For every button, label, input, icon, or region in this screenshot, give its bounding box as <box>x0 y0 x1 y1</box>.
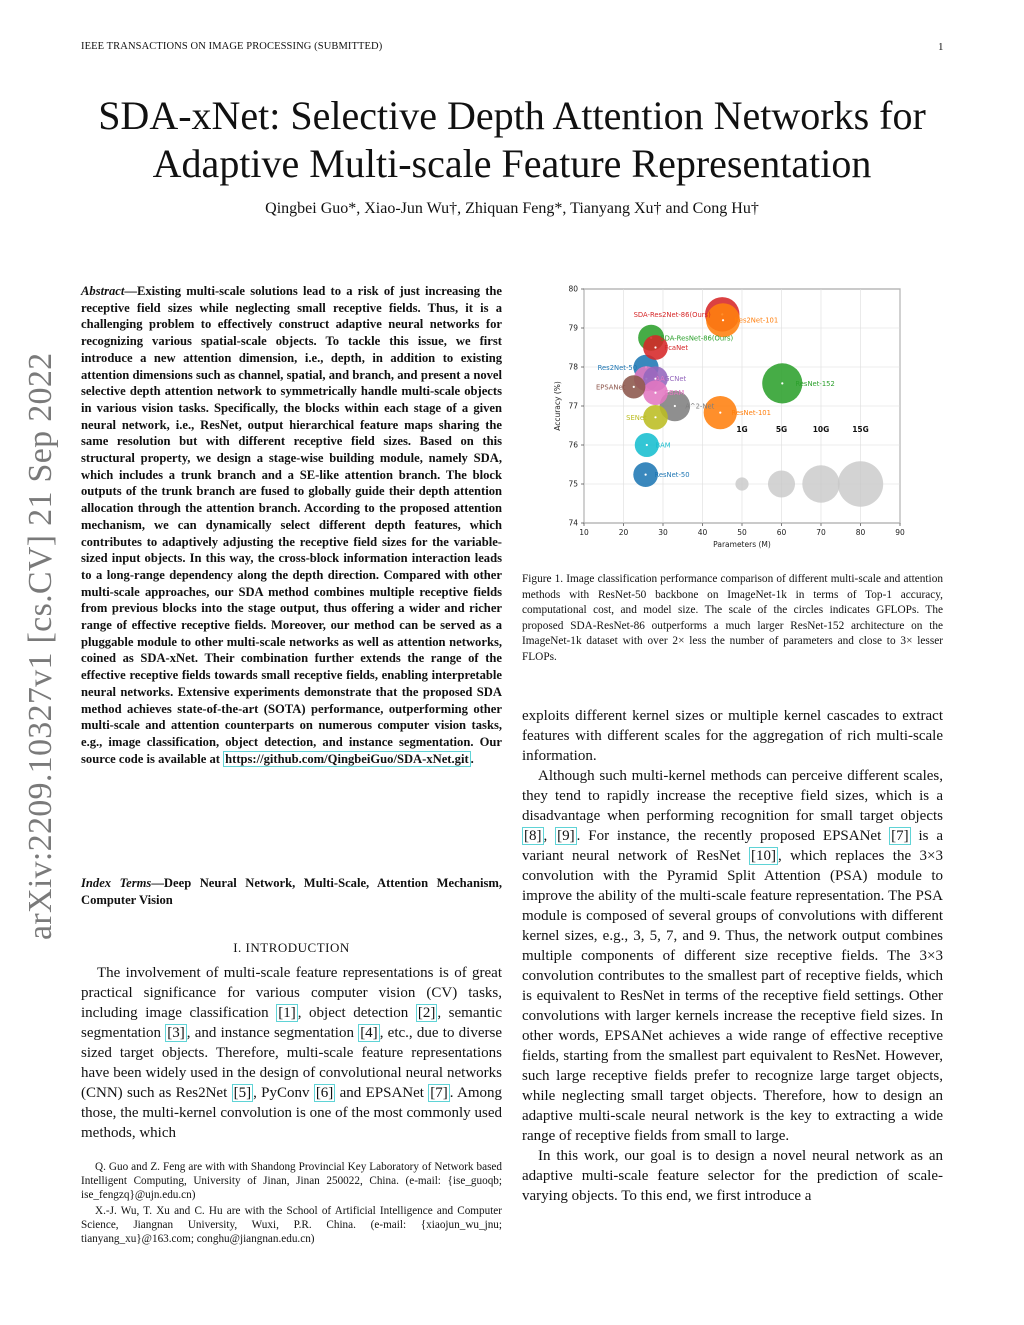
right-column-text <box>522 706 943 1206</box>
citation-link[interactable]: [10] <box>751 848 777 864</box>
index-terms-lead: Index Terms <box>81 876 152 890</box>
bubble-label: Res2Net-101 <box>734 316 779 325</box>
bubble-center <box>654 346 656 348</box>
size-legend-bubble <box>802 465 839 502</box>
bubble-label: GCNet <box>664 375 687 384</box>
paragraph-1: exploits different kernel sizes or multiple kernel cascades to extract features with different scales for the aggregation of rich multi-scale information. <box>522 708 943 764</box>
bubble-label: BAM <box>655 441 671 450</box>
x-tick-label: 60 <box>776 528 787 537</box>
citation-link[interactable]: [2] <box>417 1005 436 1021</box>
title-line-1: SDA-xNet: Selective Depth Attention Networks for <box>98 93 926 138</box>
citation-link[interactable]: [8] <box>524 828 542 844</box>
author-list: Qingbei Guo*, Xiao-Jun Wu†, Zhiquan Feng*, Tianyang Xu† and Cong Hu† <box>265 200 759 217</box>
bubble-center <box>781 382 783 384</box>
size-legend-bubble <box>735 477 748 490</box>
footnote-affiliation-1: Q. Guo and Z. Feng are with with Shandong Provincial Key Laboratory of Network based Intelligent Computing, University of Jinan, Jinan 250022, China. (e-mail: {ise_guoqb; ise_fengzq}@ujn.edu.cn) <box>81 1161 502 1201</box>
size-legend-bubble <box>768 470 795 497</box>
paragraph-2: Although such multi-kernel methods can perceive different scales, they tend to rapidly increase the receptive field sizes, which is a disadvantage when performing recognition for small target objects [8] , [9] . For instance, the recently proposed EPSANet [7] is a variant neural network of ResNet [10] , which replaces the 3×3 convolution with the Pyramid Split Attention (PSA) module to improve the ability of the multi-scale feature representation. The PSA module is composed of several groups of convolutions with different kernel sizes, e.g., 3, 5, 7, and 9. Thus, the network output combines multiple components of different size receptive fields. The 3×3 convolution contributes to the smallest part of receptive fields, which is equivalent to ResNet in terms of the receptive field settings. Other convolutions with larger kernels increase the receptive field sizes. In other words, EPSANet achieves a wide range of effective receptive fields, starting from the smallest part equivalent to ResNet. However, such large receptive fields prefer to recognize large target objects, while neglecting small target objects. Therefore, how to design an adaptive multi-scale neural network is the key to extracting a wide range of receptive fields from small to large. <box>522 768 943 1144</box>
running-head: IEEE TRANSACTIONS ON IMAGE PROCESSING (SUBMITTED) <box>81 41 383 52</box>
bubble-label: SENet <box>626 413 647 422</box>
citation-link[interactable]: [1] <box>278 1005 296 1021</box>
size-legend-bubble <box>838 461 883 506</box>
footnote-affiliation-2: X.-J. Wu, T. Xu and C. Hu are with the School of Artificial Intelligence and Computer Science, Jiangnan University, Wuxi, P.R. China. (e-mail: {xiaojun_wu_jnu; tianyang_xu}@163.com; conghu@jiangnan.edu.cn) <box>81 1205 502 1245</box>
index-terms <box>81 875 502 908</box>
bubble-center <box>654 392 656 394</box>
bubble-label: CBAM <box>664 389 685 398</box>
x-tick-label: 10 <box>579 528 589 537</box>
accuracy-vs-params-plot <box>552 283 912 553</box>
bubble-label: ResNet-101 <box>731 409 771 418</box>
x-tick-label: 50 <box>737 528 747 537</box>
citation-link[interactable]: [6] <box>315 1085 334 1101</box>
bubble-center <box>633 386 635 388</box>
y-tick-label: 76 <box>568 440 578 450</box>
x-tick-label: 90 <box>895 528 905 537</box>
size-legend-label: 5G <box>775 424 788 434</box>
bubble-center <box>646 444 648 446</box>
figure-caption: Figure 1. Image classification performance comparison of different multi-scale and attention methods with ResNet-50 backbone on ImageNet-1k in terms of Top-1 accuracy, computational cost, and model size. The scale of the circles indicates GFLOPs. The proposed SDA-ResNet-86 outperforms a much larger ResNet-152 architecture on the ImageNet-1k dataset with over 2× less the number of parameters and close to 3× lesser FLOPs. <box>522 573 943 663</box>
bubble-center <box>645 474 647 476</box>
bubble-label: AA <box>655 375 665 384</box>
size-legend-label: 15G <box>852 424 869 434</box>
page-number: 1 <box>938 41 944 53</box>
bubble-label: ResNet-50 <box>654 471 690 480</box>
citation-link[interactable]: [9] <box>557 828 575 844</box>
y-tick-label: 74 <box>568 518 578 528</box>
x-tick-label: 40 <box>697 528 708 537</box>
paper-title <box>60 92 964 188</box>
x-tick-label: 20 <box>618 528 629 537</box>
figure-1-chart <box>552 283 912 553</box>
bubble-center <box>722 319 724 321</box>
y-tick-label: 75 <box>568 479 578 489</box>
citation-link[interactable]: [4] <box>360 1025 378 1041</box>
x-tick-label: 30 <box>658 528 668 537</box>
abstract <box>81 283 502 767</box>
footnotes <box>81 1160 502 1248</box>
intro-text: The involvement of multi-scale feature representations is of great practical significance for various computer vision (CV) tasks, including image classification [1] , object detection [2] , semantic segmentation [3] , and instance segmentation [4] , etc., due to diverse sized target objects. Therefore, multi-scale feature representations have been widely used in the design of convolutional neural networks (CNN) such as Res2Net [5] , PyConv [6] and EPSANet [7] . Among those, the multi-kernel convolution is one of the most commonly used methods, which <box>81 965 502 1141</box>
y-tick-label: 77 <box>568 401 578 411</box>
index-terms-body: —Deep Neural Network, Multi-Scale, Attention Mechanism, Computer Vision <box>81 876 503 907</box>
bubble-label: A^2-Net <box>685 402 715 411</box>
abstract-body: —Existing multi-scale solutions lead to a risk of just increasing the receptive field sizes while neglecting small receptive fields. Thus, it is a challenging problem to effectively construct adaptive neural networks for recognizing various spatial-scale objects. To tackle this issue, we first introduce a new attention dimension, i.e., depth, in addition to existing attention dimensions such as channel, spatial, and branch, and present a novel selective depth attention network to symmetrically handle multi-scale objects in various vision tasks. Specifically, the blocks within each stage of a given neural network, i.e., ResNet, output hierarchical feature maps sharing the same resolution but with different receptive field sizes. Based on this structural property, we design a stage-wise building module, namely SDA, which includes a trunk branch and a SE-like attention branch. The block outputs of the trunk branch are fused to globally guide their depth attention allocation through the attention branch. According to the proposed attention mechanism, we can dynamically select different depth features, which contributes to adaptively adjusting the receptive field sizes for the variable-sized input objects. In this way, the cross-block information interaction leads to a long-range dependency along the depth direction. Compared with other multi-scale approaches, our SDA method combines multiple receptive fields from previous blocks into the stage output, thus offering a wider and richer range of effective receptive fields. Moreover, our method can be served as a pluggable module to other multi-scale networks as well as attention networks, coined as SDA-xNet. Their combination further extends the range of the effective receptive fields towards small receptive fields, enabling interpretable neural networks. Extensive experiments demonstrate that the proposed SDA method achieves state-of-the-art (SOTA) performance, outperforming other multi-scale and attention counterparts on numerous computer vision tasks, e.g., image classification, object detection, and instance segmentation. Our source code is available at <box>81 284 502 766</box>
x-tick-label: 80 <box>855 528 866 537</box>
abstract-lead: Abstract <box>81 284 125 298</box>
y-tick-label: 79 <box>568 323 578 333</box>
bubble-label: EPSANet <box>595 383 626 392</box>
citation-link[interactable]: [7] <box>891 828 909 844</box>
title-line-2: Adaptive Multi-scale Feature Representation <box>152 141 872 186</box>
bubble-label: SDA-ResNet-86(Ours) <box>660 334 734 343</box>
y-axis-label: Accuracy (%) <box>553 381 562 431</box>
citation-link[interactable]: [3] <box>167 1025 185 1041</box>
bubble-center <box>719 412 721 414</box>
bubble-center <box>654 416 656 418</box>
abstract-tail: . <box>470 751 474 766</box>
source-code-link[interactable]: https://github.com/QingbeiGuo/SDA-xNet.git <box>225 751 469 766</box>
x-axis-label: Parameters (M) <box>713 540 771 549</box>
bubble-center <box>674 405 676 407</box>
bubble-label: SDA-Res2Net-86(Ours) <box>633 310 711 319</box>
paragraph-3: In this work, our goal is to design a novel neural network as an adaptive multi-scale feature selector for the prediction of scale-varying objects. To this end, we first introduce a <box>522 1148 943 1204</box>
y-tick-label: 80 <box>568 284 578 294</box>
arxiv-watermark: arXiv:2209.10327v1 [cs.CV] 21 Sep 2022 <box>22 352 59 940</box>
size-legend-label: 10G <box>812 424 830 434</box>
x-tick-label: 70 <box>816 528 826 537</box>
bubble-label: FcaNet <box>664 344 689 352</box>
bubble-label: Res2Net-50 <box>597 363 638 372</box>
intro-paragraph <box>81 963 502 1143</box>
y-tick-label: 78 <box>568 362 578 372</box>
section-heading: I. INTRODUCTION <box>233 940 350 955</box>
bubble-label: ResNet-152 <box>795 379 835 388</box>
citation-link[interactable]: [5] <box>233 1085 252 1101</box>
citation-link[interactable]: [7] <box>430 1085 448 1101</box>
size-legend-label: 1G <box>736 424 748 434</box>
